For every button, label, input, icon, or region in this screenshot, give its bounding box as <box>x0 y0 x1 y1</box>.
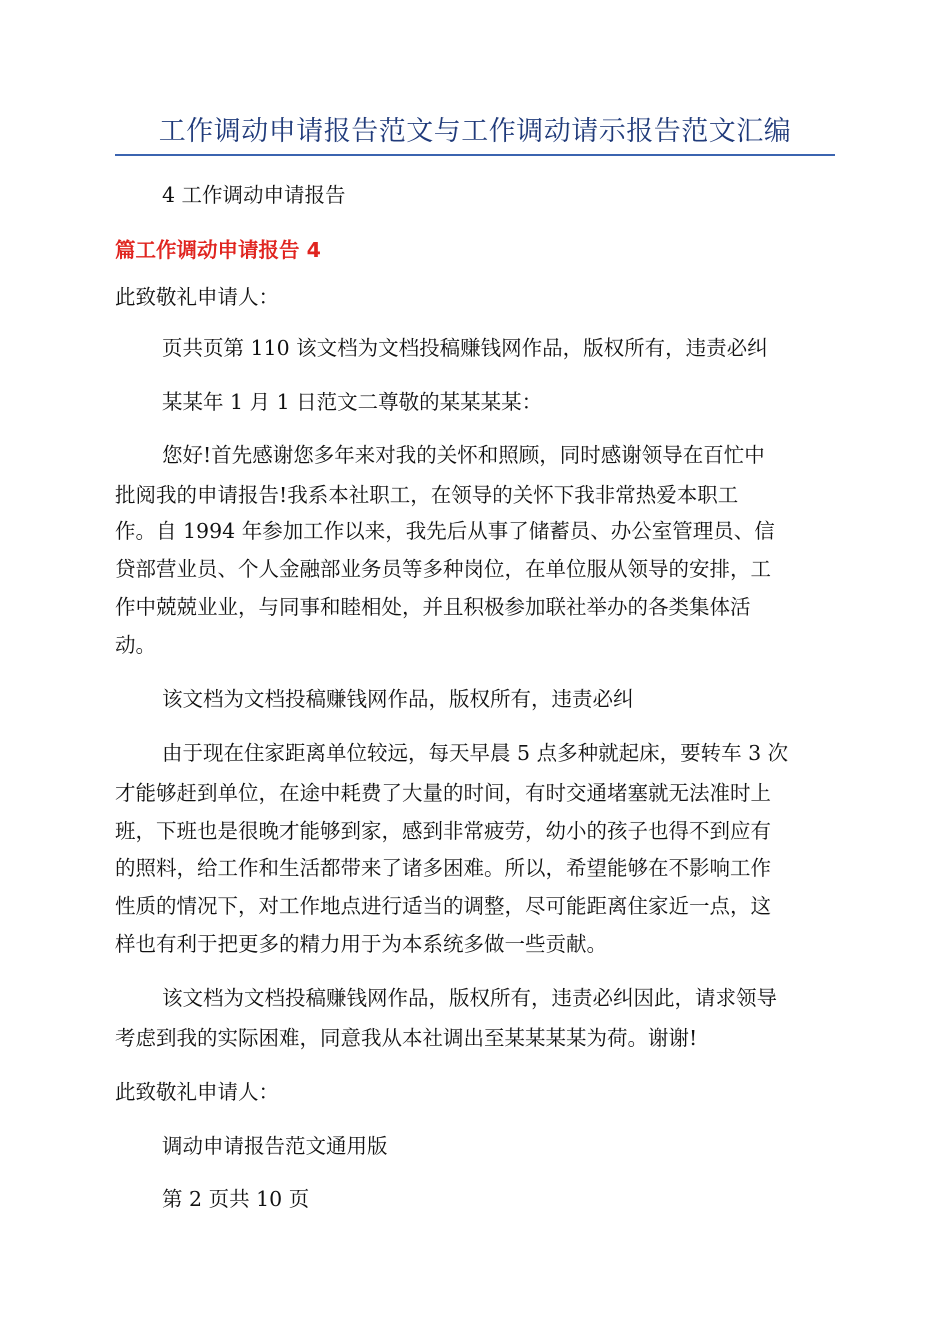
text-line: 4 工作调动申请报告 <box>162 183 346 207</box>
paragraph-line: 批阅我的申请报告!我系本社职工，在领导的关怀下我非常热爱本职工 <box>115 483 739 507</box>
text-line: 页共页第 110 该文档为文档投稿赚钱网作品，版权所有，违责必纠 <box>162 336 768 360</box>
paragraph-line: 才能够赶到单位，在途中耗费了大量的时间，有时交通堵塞就无法准时上 <box>115 781 771 805</box>
section-heading: 篇工作调动申请报告 4 <box>115 238 321 262</box>
paragraph-line: 作。自 1994 年参加工作以来，我先后从事了储蓄员、办公室管理员、信 <box>115 519 775 543</box>
text-line: 此致敬礼申请人： <box>115 1080 279 1104</box>
paragraph-line: 该文档为文档投稿赚钱网作品，版权所有，违责必纠因此，请求领导 <box>162 986 777 1010</box>
paragraph-line: 作中兢兢业业，与同事和睦相处，并且积极参加联社举办的各类集体活 <box>115 595 751 619</box>
paragraph-line: 班，下班也是很晚才能够到家，感到非常疲劳，幼小的孩子也得不到应有 <box>115 819 771 843</box>
text-line: 此致敬礼申请人： <box>115 285 279 309</box>
text-line: 某某年 1 月 1 日范文二尊敬的某某某某： <box>162 390 543 414</box>
paragraph-line: 动。 <box>115 633 156 657</box>
paragraph-line: 的照料，给工作和生活都带来了诸多困难。所以，希望能够在不影响工作 <box>115 856 771 880</box>
paragraph-line: 样也有利于把更多的精力用于为本系统多做一些贡献。 <box>115 932 607 956</box>
paragraph-line: 贷部营业员、个人金融部业务员等多种岗位，在单位服从领导的安排，工 <box>115 557 771 581</box>
paragraph-line: 由于现在住家距离单位较远，每天早晨 5 点多种就起床，要转车 3 次 <box>162 741 789 765</box>
paragraph-line: 性质的情况下，对工作地点进行适当的调整，尽可能距离住家近一点，这 <box>115 894 771 918</box>
page-number: 第 2 页共 10 页 <box>162 1187 310 1211</box>
paragraph-line: 考虑到我的实际困难，同意我从本社调出至某某某某为荷。谢谢! <box>115 1026 698 1050</box>
paragraph-line: 您好!首先感谢您多年来对我的关怀和照顾，同时感谢领导在百忙中 <box>162 443 765 467</box>
document-title: 工作调动申请报告范文与工作调动请示报告范文汇编 <box>158 116 792 147</box>
text-line: 该文档为文档投稿赚钱网作品，版权所有，违责必纠 <box>162 687 634 711</box>
text-line: 调动申请报告范文通用版 <box>162 1134 388 1158</box>
title-underline <box>115 154 835 156</box>
